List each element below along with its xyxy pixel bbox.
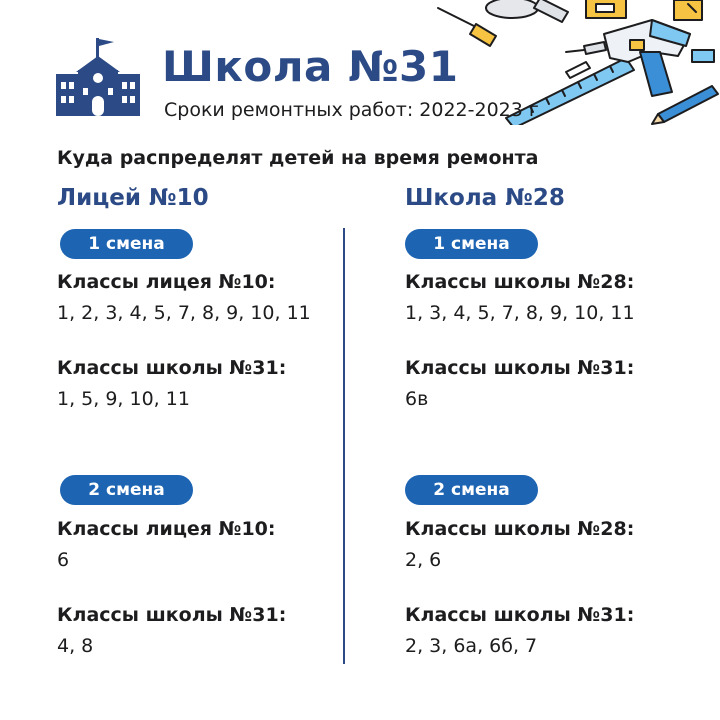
shift-badge: 1 смена [60, 229, 193, 259]
group-title: Классы школы №28: [405, 271, 635, 293]
column-title-lyceum-10: Лицей №10 [57, 185, 209, 211]
column-title-school-28: Школа №28 [405, 185, 565, 211]
school-building-icon [56, 38, 140, 118]
group-title: Классы школы №31: [57, 604, 287, 626]
group-value: 1, 2, 3, 4, 5, 7, 8, 9, 10, 11 [57, 302, 311, 324]
page-title: Школа №31 [162, 42, 459, 91]
shift-badge: 1 смена [405, 229, 538, 259]
group-value: 6 [57, 549, 70, 571]
group-value: 6в [405, 388, 429, 410]
group-value: 2, 3, 6а, 6б, 7 [405, 635, 538, 657]
column-divider [343, 228, 345, 664]
section-heading: Куда распределят детей на время ремонта [57, 147, 539, 169]
group-value: 2, 6 [405, 549, 442, 571]
group-title: Классы школы №31: [405, 604, 635, 626]
shift-badge: 2 смена [405, 475, 538, 505]
group-value: 4, 8 [57, 635, 94, 657]
shift-badge: 2 смена [60, 475, 193, 505]
page-subtitle: Сроки ремонтных работ: 2022-2023 г [164, 99, 539, 121]
group-title: Классы лицея №10: [57, 518, 276, 540]
group-title: Классы школы №28: [405, 518, 635, 540]
group-title: Классы школы №31: [57, 357, 287, 379]
group-title: Классы школы №31: [405, 357, 635, 379]
group-title: Классы лицея №10: [57, 271, 276, 293]
group-value: 1, 3, 4, 5, 7, 8, 9, 10, 11 [405, 302, 635, 324]
group-value: 1, 5, 9, 10, 11 [57, 388, 190, 410]
